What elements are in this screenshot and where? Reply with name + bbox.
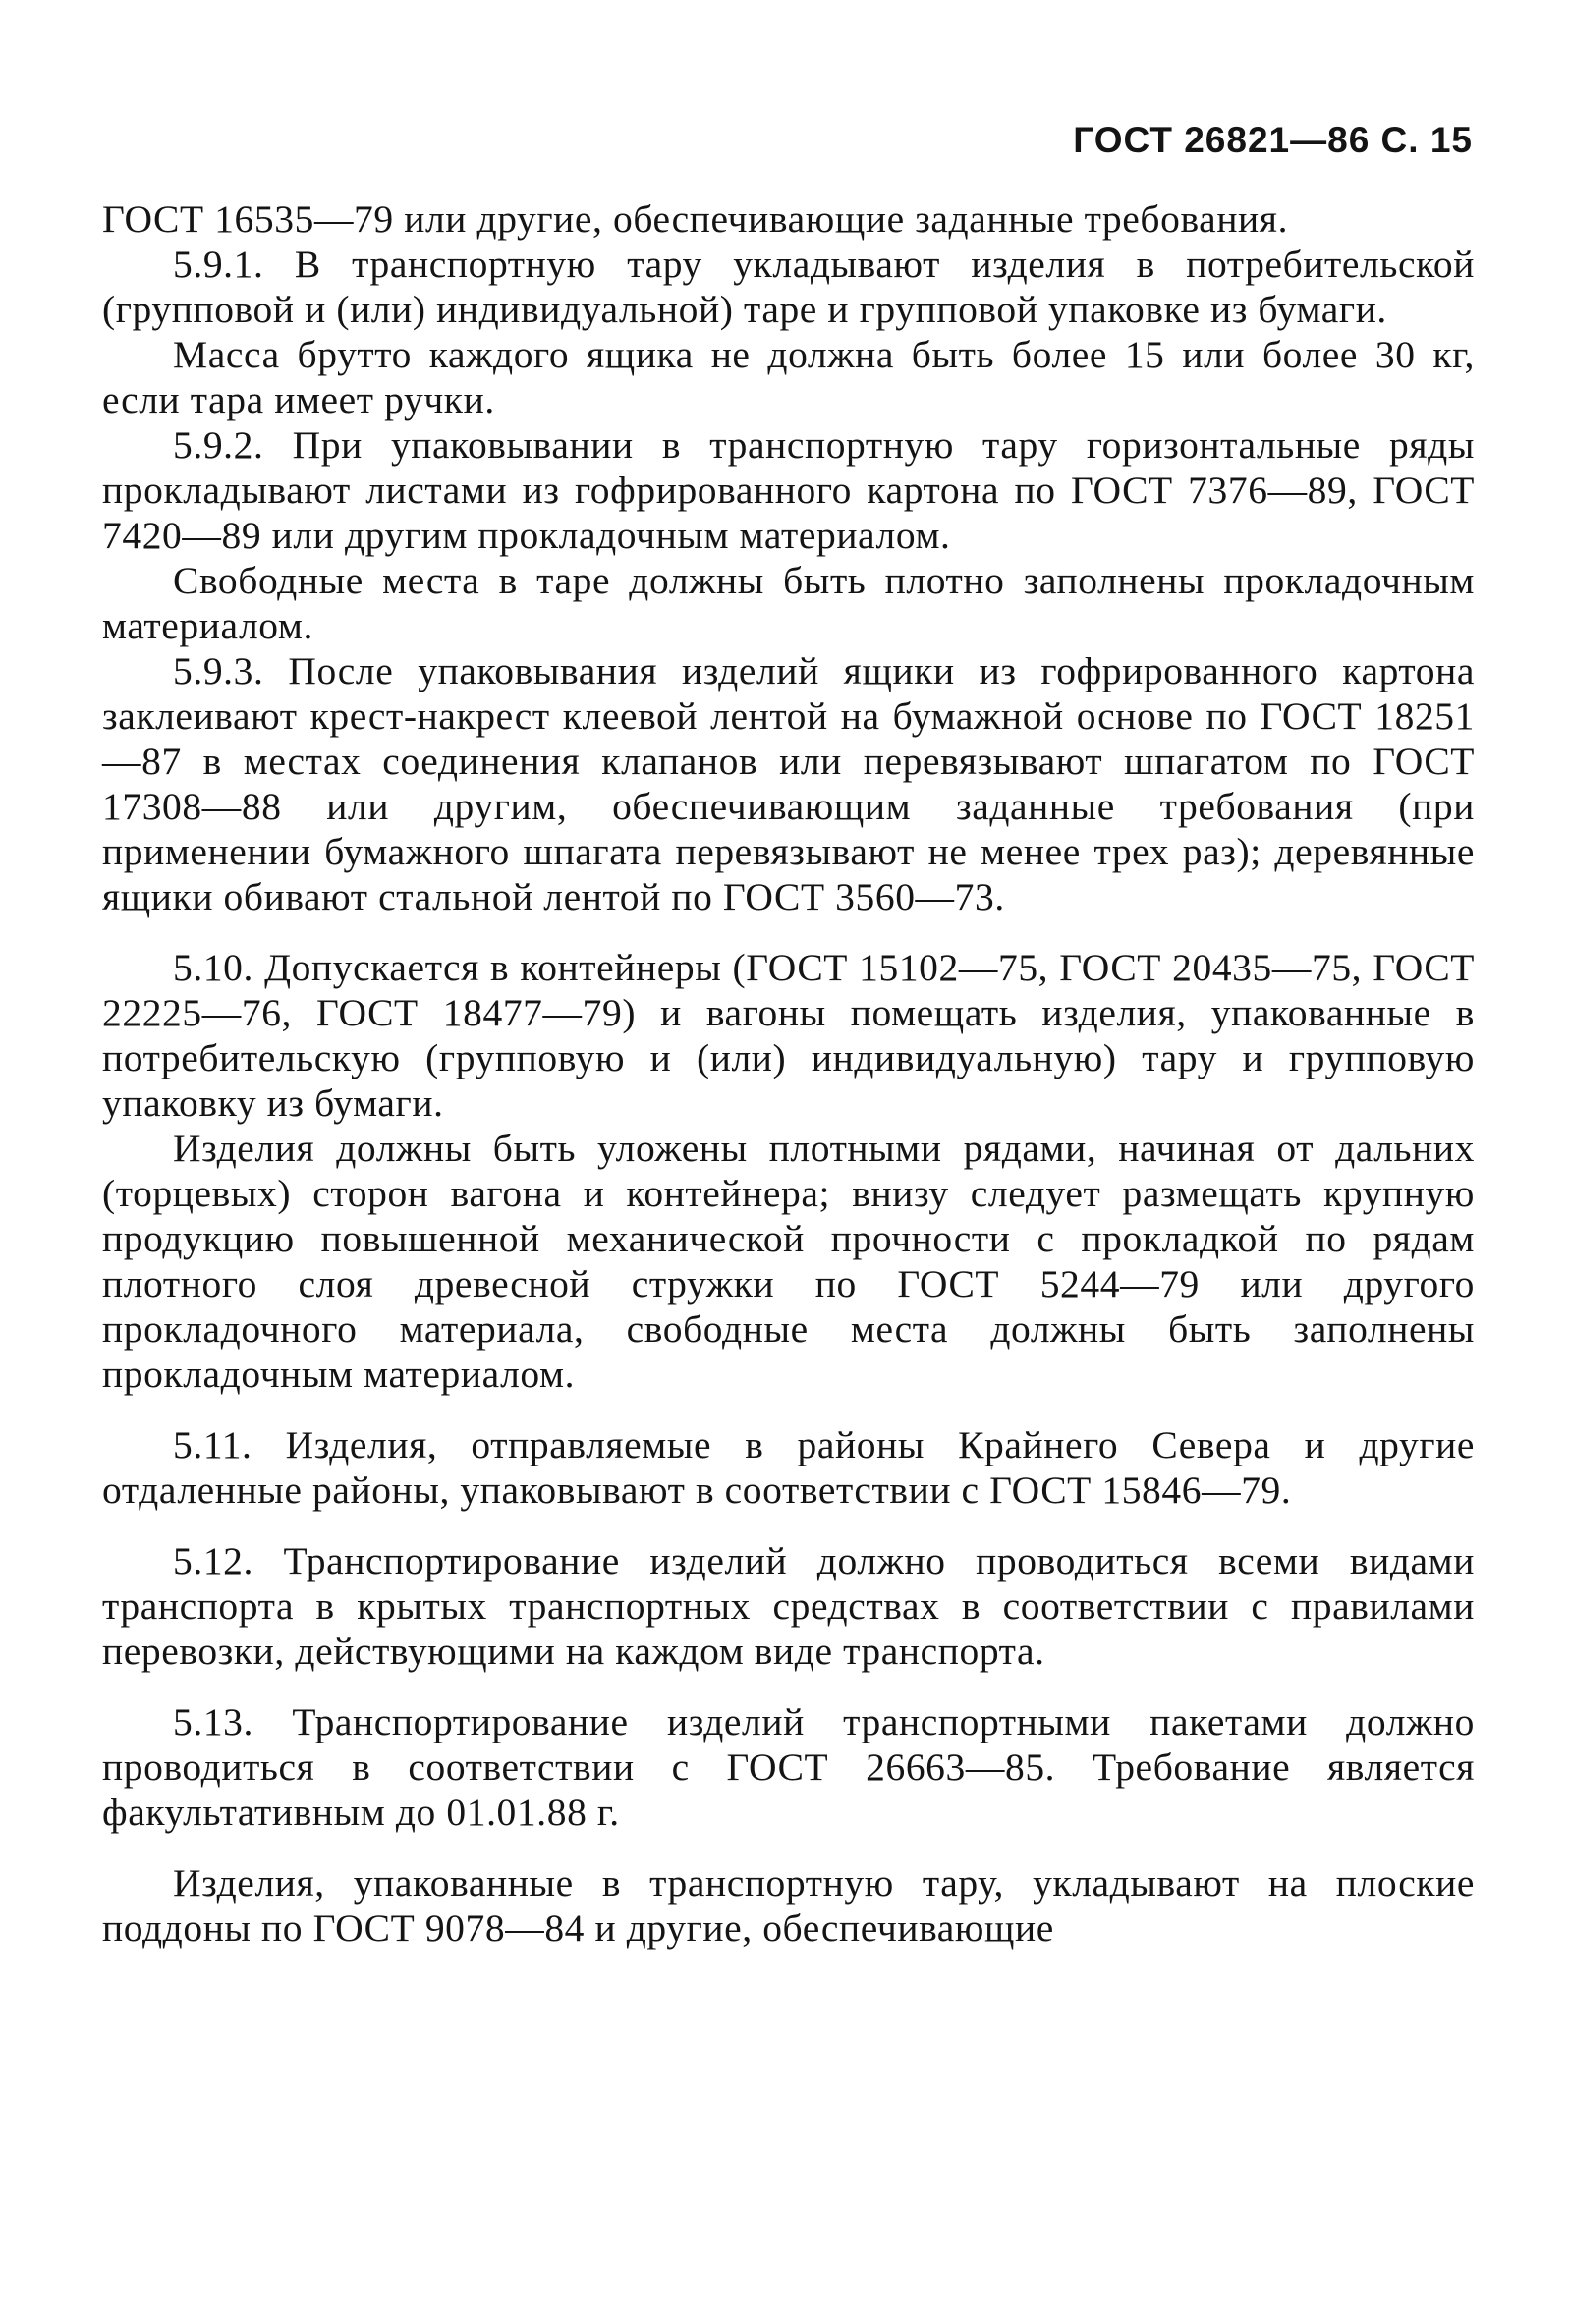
page-header: ГОСТ 26821—86 С. 15	[1073, 120, 1473, 160]
paragraph-free-space: Свободные места в таре должны быть плотно заполнены прокладочным материалом.	[102, 559, 1475, 647]
paragraph-5-13: 5.13. Транспортирование изделий транспортными пакетами должно проводиться в соответствии с ГОСТ 26663—85. Требование является факультативным до 01.01.88 г.	[102, 1700, 1475, 1834]
paragraph-5-12: 5.12. Транспортирование изделий должно проводиться всеми видами транспорта в крытых транспортных средствах в соответствии с правилами перевозки, действующими на каждом виде транспорта.	[102, 1539, 1475, 1673]
paragraph-5-9-2: 5.9.2. При упаковывании в транспортную тару горизонтальные ряды прокладывают листами из гофрированного картона по ГОСТ 7376—89, ГОСТ 7420—89 или другим прокладочным материалом.	[102, 423, 1475, 557]
paragraph-pallets: Изделия, упакованные в транспортную тару, укладывают на плоские поддоны по ГОСТ 9078—84 и другие, обеспечивающие	[102, 1861, 1475, 1950]
paragraph-5-9-1: 5.9.1. В транспортную тару укладывают изделия в потребительской (групповой и (или) индивидуальной) таре и групповой упаковке из бумаги.	[102, 243, 1475, 331]
paragraph-stacking: Изделия должны быть уложены плотными рядами, начиная от дальних (торцевых) сторон вагона и контейнера; внизу следует размещать крупную продукцию повышенной механической прочности с прокладкой по рядам плотного слоя древесной стружки по ГОСТ 5244—79 или другого прокладочного материала, свободные места должны быть заполнены прокладочным материалом.	[102, 1127, 1475, 1396]
document-body	[102, 196, 1475, 1951]
paragraph-continuation: ГОСТ 16535—79 или другие, обеспечивающие заданные требования.	[102, 197, 1289, 241]
paragraph-5-11: 5.11. Изделия, отправляемые в районы Крайнего Севера и другие отдаленные районы, упаковывают в соответствии с ГОСТ 15846—79.	[102, 1423, 1475, 1512]
paragraph-gross-weight: Масса брутто каждого ящика не должна быть более 15 или более 30 кг, если тара имеет ручки.	[102, 333, 1475, 421]
paragraph-5-10: 5.10. Допускается в контейнеры (ГОСТ 15102—75, ГОСТ 20435—75, ГОСТ 22225—76, ГОСТ 18477—79) и вагоны помещать изделия, упакованные в потребительскую (групповую и (или) индивидуальную) тару и групповую упаковку из бумаги.	[102, 946, 1475, 1125]
paragraph-5-9-3: 5.9.3. После упаковывания изделий ящики из гофрированного картона заклеивают крест-накрест клеевой лентой на бумажной основе по ГОСТ 18251—87 в местах соединения клапанов или перевязывают шпагатом по ГОСТ 17308—88 или другим, обеспечивающим заданные требования (при применении бумажного шпагата перевязывают не менее трех раз); деревянные ящики обивают стальной лентой по ГОСТ 3560—73.	[102, 649, 1475, 918]
